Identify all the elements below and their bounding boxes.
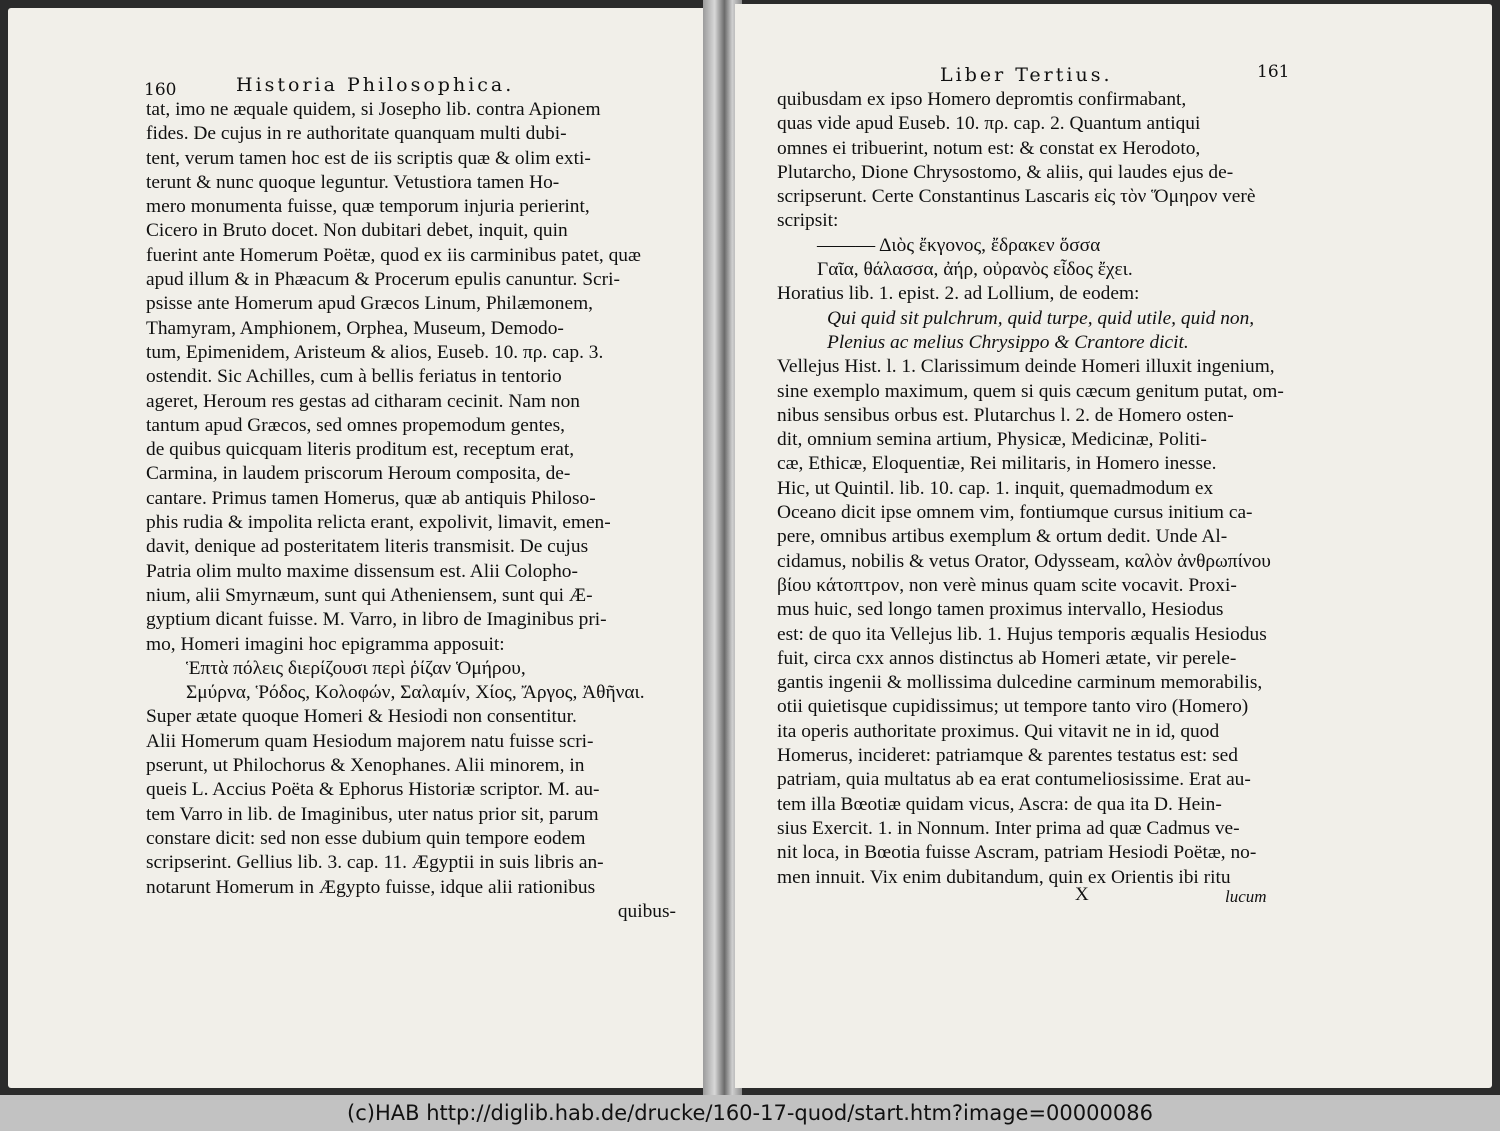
copyright-footer: (c)HAB http://diglib.hab.de/drucke/160-17-quod/start.htm?image=00000086 bbox=[0, 1095, 1500, 1131]
signature-mark: X bbox=[1075, 884, 1089, 905]
text-line: scripserint. Gellius lib. 3. cap. 11. Ægyptii in suis libris an- bbox=[146, 852, 604, 874]
text-line: Super ætate quoque Homeri & Hesiodi non consentitur. bbox=[146, 706, 577, 728]
text-line: quibusdam ex ipso Homero depromtis confirmabant, bbox=[777, 89, 1187, 110]
text-line: cidamus, nobilis & vetus Orator, Odysseam, καλὸν ἀνθρωπίνου bbox=[777, 550, 1271, 572]
text-line: tent, verum tamen hoc est de iis scriptis quæ & olim exti- bbox=[146, 147, 591, 169]
text-line: Γαῖα, θάλασσα, ἀήρ, οὐρανὸς εἶδος ἔχει. bbox=[817, 259, 1133, 281]
text-line: men innuit. Vix enim dubitandum, quin ex Orientis ibi ritu bbox=[777, 866, 1231, 888]
text-line: omnes ei tribuerint, notum est: & constat ex Herodoto, bbox=[777, 137, 1201, 159]
text-line: davit, denique ad posteritatem literis transmisit. De cujus bbox=[146, 536, 589, 558]
text-line: gyptium dicant fuisse. M. Varro, in libro de Imaginibus pri- bbox=[146, 609, 607, 631]
text-line: Patria olim multo maxime dissensum est. Alii Colopho- bbox=[146, 560, 578, 582]
text-line: mo, Homeri imagini hoc epigramma apposuit: bbox=[146, 633, 505, 655]
text-line: Plenius ac melius Chrysippo & Crantore dicit. bbox=[827, 331, 1189, 353]
text-line: otii quietisque cupidissimus; ut tempore tanto viro (Homero) bbox=[777, 696, 1249, 718]
text-line: sius Exercit. 1. in Nonnum. Inter prima ad quæ Cadmus ve- bbox=[777, 817, 1240, 839]
text-line: Alii Homerum quam Hesiodum majorem natu fuisse scri- bbox=[146, 730, 594, 752]
text-line: tem illa Bœotiæ quidam vicus, Ascra: de qua ita D. Hein- bbox=[777, 793, 1222, 815]
right-body-text bbox=[777, 88, 1297, 890]
page-number: 160 bbox=[144, 80, 177, 100]
text-line: nibus sensibus orbus est. Plutarchus l. 2. de Homero osten- bbox=[777, 404, 1234, 426]
text-line: nium, alii Smyrnæum, sunt qui Atheniensem, sunt qui Æ- bbox=[146, 584, 593, 606]
text-line: sine exemplo maximum, quem si quis cæcum genitum putat, om- bbox=[777, 380, 1284, 402]
text-line: Horatius lib. 1. epist. 2. ad Lollium, de eodem: bbox=[777, 283, 1140, 305]
text-line: fuerint ante Homerum Poëtæ, quod ex iis carminibus patet, quæ bbox=[146, 244, 641, 266]
text-line: Carmina, in laudem priscorum Heroum composita, de- bbox=[146, 463, 571, 485]
text-line: quas vide apud Euseb. 10. πρ. cap. 2. Quantum antiqui bbox=[777, 113, 1201, 135]
running-head: Liber Tertius. bbox=[940, 64, 1113, 86]
catchword: quibus- bbox=[617, 900, 676, 922]
text-line: scripserunt. Certe Constantinus Lascaris εἰς τὸν Ὅμηρον verè bbox=[777, 186, 1256, 208]
text-line: fuit, circa cxx annos distinctus ab Homeri ætate, vir perele- bbox=[777, 647, 1237, 669]
text-line: Oceano dicit ipse omnem vim, fontiumque cursus initium ca- bbox=[777, 502, 1253, 524]
text-line: tem Varro in lib. de Imaginibus, uter natus prior sit, parum bbox=[146, 803, 599, 825]
text-line: de quibus quicquam literis proditum est, receptum erat, bbox=[146, 439, 575, 461]
text-line: dit, omnium semina artium, Physicæ, Medicinæ, Politi- bbox=[777, 429, 1207, 451]
text-line: apud illum & in Phæacum & Procerum epulis canuntur. Scri- bbox=[146, 269, 620, 291]
running-head: Historia Philosophica. bbox=[236, 74, 515, 96]
text-line: Thamyram, Amphionem, Orphea, Museum, Demodo- bbox=[146, 317, 564, 339]
text-line: mus huic, sed longo tamen proximus intervallo, Hesiodus bbox=[777, 599, 1224, 621]
text-line: notarunt Homerum in Ægypto fuisse, idque alii rationibus bbox=[146, 876, 596, 898]
text-line: patriam, quia multatus ab ea erat contumeliosissime. Erat au- bbox=[777, 769, 1251, 791]
text-line: Plutarcho, Dione Chrysostomo, & aliis, qui laudes ejus de- bbox=[777, 161, 1234, 183]
text-line: tum, Epimenidem, Aristeum & alios, Euseb. 10. πρ. cap. 3. bbox=[146, 341, 604, 363]
catchword: lucum bbox=[1225, 887, 1267, 906]
text-line: psisse ante Homerum apud Græcos Linum, Philæmonem, bbox=[146, 293, 594, 315]
text-line: tat, imo ne æquale quidem, si Josepho lib. contra Apionem bbox=[146, 99, 601, 120]
text-line: pserunt, ut Philochorus & Xenophanes. Alii minorem, in bbox=[146, 755, 585, 777]
text-line: Ἑπτὰ πόλεις διερίζουσι περὶ ῥίζαν Ὁμήρου, bbox=[186, 657, 526, 679]
text-line: pere, omnibus artibus exemplum & ortum dedit. Unde Al- bbox=[777, 526, 1228, 548]
text-line: Homerus, incideret: patriamque & parentes testatus est: sed bbox=[777, 745, 1238, 767]
text-line: ostendit. Sic Achilles, cum à bellis feriatus in tentorio bbox=[146, 366, 562, 388]
text-line: scripsit: bbox=[777, 210, 839, 232]
text-line: mero monumenta fuisse, quæ temporum injuria perierint, bbox=[146, 196, 590, 218]
text-line: ageret, Heroum res gestas ad citharam cecinit. Nam non bbox=[146, 390, 580, 412]
left-body-text bbox=[146, 98, 676, 924]
text-line: Qui quid sit pulchrum, quid turpe, quid utile, quid non, bbox=[827, 307, 1255, 329]
text-line: ita operis authoritate proximus. Qui vitavit ne in id, quod bbox=[777, 720, 1220, 742]
text-line: βίου κάτοπτρον, non verè minus quam scite vocavit. Proxi- bbox=[777, 574, 1237, 596]
text-line: gantis ingenii & mollissima dulcedine carminum memorabilis, bbox=[777, 672, 1263, 694]
text-line: Vellejus Hist. l. 1. Clarissimum deinde Homeri illuxit ingenium, bbox=[777, 356, 1275, 378]
right-page bbox=[735, 4, 1492, 1088]
text-line: Σμύρνα, Ῥόδος, Κολοφών, Σαλαμίν, Χίος, Ἄργος, Ἀθῆναι. bbox=[186, 682, 645, 704]
text-line: queis L. Accius Poëta & Ephorus Historiæ scriptor. M. au- bbox=[146, 779, 600, 801]
page-number: 161 bbox=[1257, 62, 1290, 82]
text-line: Hic, ut Quintil. lib. 10. cap. 1. inquit, quemadmodum ex bbox=[777, 477, 1214, 499]
text-line: tantum apud Græcos, sed omnes propemodum gentes, bbox=[146, 414, 565, 436]
text-line: Cicero in Bruto docet. Non dubitari debet, inquit, quin bbox=[146, 220, 568, 242]
text-line: ——— Διὸς ἔκγονος, ἔδρακεν ὅσσα bbox=[817, 234, 1101, 256]
left-page bbox=[8, 8, 710, 1088]
text-line: nit loca, in Bœotia fuisse Ascram, patriam Hesiodi Poëtæ, no- bbox=[777, 842, 1257, 864]
text-line: cæ, Ethicæ, Eloquentiæ, Rei militaris, in Homero inesse. bbox=[777, 453, 1217, 475]
text-line: constare dicit: sed non esse dubium quin tempore eodem bbox=[146, 827, 586, 849]
text-line: est: de quo ita Vellejus lib. 1. Hujus temporis æqualis Hesiodus bbox=[777, 623, 1267, 645]
text-line: phis rudia & impolita relicta erant, expolivit, limavit, emen- bbox=[146, 512, 611, 534]
text-line: fides. De cujus in re authoritate quanquam multi dubi- bbox=[146, 123, 567, 145]
text-line: cantare. Primus tamen Homerus, quæ ab antiquis Philoso- bbox=[146, 487, 596, 509]
text-line: terunt & nunc quoque leguntur. Vetustiora tamen Ho- bbox=[146, 171, 560, 193]
